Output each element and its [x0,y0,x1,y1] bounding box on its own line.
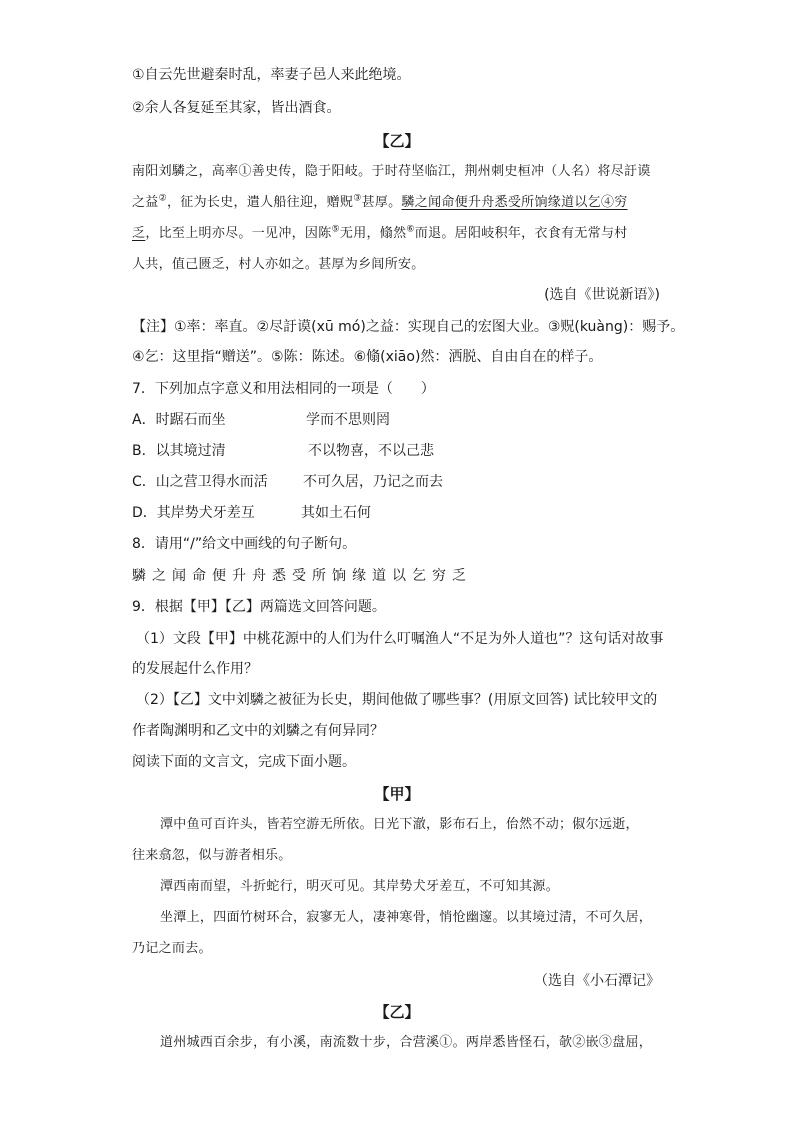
reading-instruction: 阅读下面的文言文，完成下面小题。 [132,754,356,770]
passage-line: 之益②，征为长史，遣人船往迎，赠贶③甚厚。驎之闻命便升舟悉受所饷缘道以乞④穷 [132,193,628,210]
question-9-part-2-cont: 作者陶渊明和乙文中的刘驎之有何异同？ [132,723,384,739]
underlined-sentence: 乏 [132,226,146,241]
question-9-part-2: （2）【乙】文中刘驎之被征为长史，期间他做了哪些事？(用原文回答) 试比较甲文的 [136,692,658,708]
passage-line: 往来翕忽，似与游者相乐。 [132,848,292,863]
passage-line: 人共，值己匮乏，村人亦如之。甚厚为乡闾所安。 [132,257,425,272]
option-b-compare: 不以物喜，不以己悲 [308,443,434,459]
section-heading-jia: 【甲】 [374,785,420,803]
section-heading-yi: 【乙】 [374,132,420,150]
passage-line: 乃记之而去。 [132,941,212,956]
option-a: A．时踞石而坐 [132,412,226,428]
passage-line: 乏，比至上明亦尽。一见冲，因陈⑤无用，翛然⑥而退。居阳岐积年，衣食有无常与村 [132,224,628,241]
passage-line: 潭西南而望，斗折蛇行，明灭可见。其岸势犬牙差互，不可知其源。 [160,879,560,894]
question-9-stem: 9．根据【甲】【乙】两篇选文回答问题。 [132,599,386,615]
text-line: ②余人各复延至其家，皆出酒食。 [132,100,341,116]
passage-line: 潭中鱼可百许头，皆若空游无所依。日光下澈，影布石上，佁然不动；俶尔远逝， [160,817,639,832]
option-d: D．其岸势犬牙差互 [132,505,255,521]
option-d-compare: 其如土石何 [301,505,371,521]
option-b: B．以其境过清 [132,443,226,459]
question-9-part-1: （1）文段【甲】中桃花源中的人们为什么叮嘱渔人“不足为外人道也”？这句话对故事 [136,631,664,647]
passage-line: 坐潭上，四面竹树环合，寂寥无人，凄神寒骨，悄怆幽邃。以其境过清，不可久居， [160,910,653,925]
question-7-stem: 7．下列加点字意义和用法相同的一项是（ ） [132,381,435,397]
notes-line: 【注】①率：率直。②尽訏谟(xū mó)之益：实现自己的宏图大业。③贶(kuàng)：赐予。 [132,319,685,335]
option-c: C．山之营卫得水而活 [132,474,268,490]
question-8-stem: 8．请用“/”给文中画线的句子断句。 [132,536,357,552]
passage-line: 南阳刘驎之，高率①善史传，隐于阳岐。于时苻坚临江，荆州刺史桓冲（人名）将尽訏谟 [132,164,651,179]
text-line: ①自云先世避秦时乱，率妻子邑人来此绝境。 [132,67,411,83]
section-heading-yi-2: 【乙】 [374,1003,420,1021]
source-citation: (选自《世说新语》) [544,287,660,303]
notes-line: ④乞：这里指“赠送”。⑤陈：陈述。⑥翛(xiāo)然：洒脱、自由自在的样子。 [132,349,603,365]
question-8-sentence: 驎之闻命便升舟悉受所饷缘道以乞穷乏 [132,568,472,584]
source-citation: （选自《小石潭记》 [534,973,660,989]
underlined-sentence: 驎之闻命便升舟悉受所饷缘道以乞④穷 [401,195,628,210]
question-9-part-1-cont: 的发展起什么作用？ [132,661,258,677]
option-c-compare: 不可久居，乃记之而去 [303,474,443,490]
passage-line: 道州城西百余步，有小溪，南流数十步，合营溪①。两岸悉皆怪石，欹②嵌③盘屈， [160,1035,653,1050]
option-a-compare: 学而不思则罔 [306,412,390,428]
